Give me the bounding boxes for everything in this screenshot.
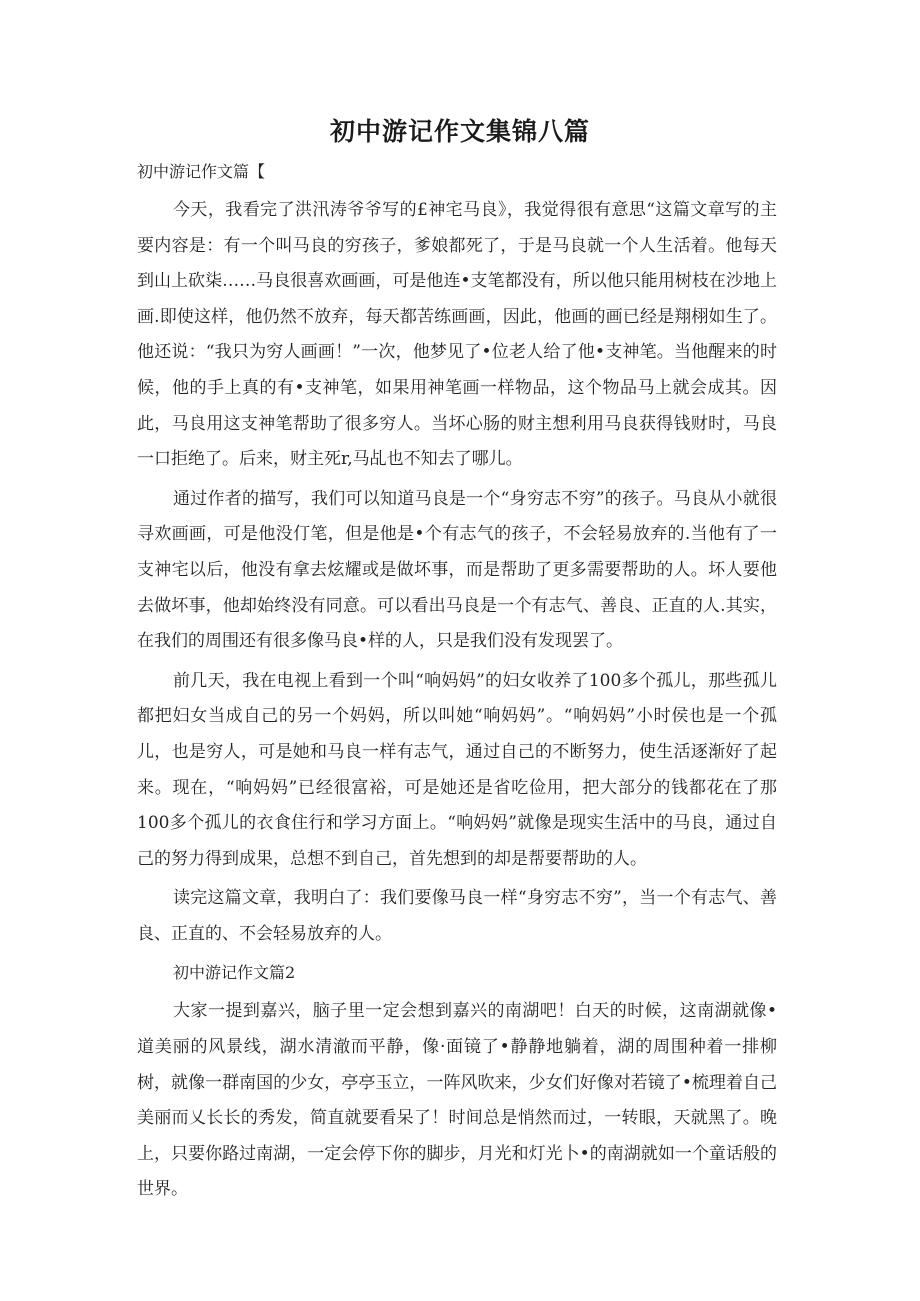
document-title: 初中游记作文集锦八篇 (329, 117, 590, 146)
section-1 (137, 155, 777, 952)
paragraph: 通过作者的描写，我们可以知道马良是一个“身穷志不穷”的孩子。马良从小就很寻欢画画，可是他没仃笔，但是他是•个有志气的孩子，不会轻易放弃的.当他有了一支神宅以后，他没有拿去炫耀或是做坏事，而是帮助了更多需要帮助的人。坏人要他去做坏事，他却始终没有同意。可以看出马良是一个有志气、善良、正直的人.其实，在我们的周围还有很多像马良•样的人，只是我们没有发现罢了。 (137, 488, 777, 652)
section-heading: 初中游记作文篇【 (137, 162, 266, 181)
section-2 (137, 956, 777, 1208)
paragraph: 今天，我看完了洪汛涛爷爷写的£神宅马良》，我觉得很有意思“这篇文章写的主要内容是：有一个叫马良的穷孩子，爹娘都死了，于是马良就一个人生活着。他每天到山上砍柒……马良很喜欢画画，可是他连•支笔都没有，所以他只能用树枝在沙地上画.即使这样，他仍然不放弃，每天都苦练画画，因此，他画的画已经是翔栩如生了。他还说：“我只为穷人画画！”一次，他梦见了•位老人给了他•支神笔。当他醒来的时候，他的手上真的有•支神笔，如果用神笔画一样物品，这个物品马上就会成其。因此，马良用这支神笔帮助了很多穷人。当坏心肠的财主想利用马良获得钱财时，马良一口拒绝了。后来，财主死r,马乩也不知去了哪儿。 (137, 200, 777, 470)
paragraph: 前几天，我在电视上看到一个叫“响妈妈”的妇女收养了100多个孤儿，那些孤儿都把妇女当成自己的另一个妈妈，所以叫她“响妈妈”。“响妈妈”小时侯也是一个孤儿，也是穷人，可是她和马良一样有志气，通过自己的不断努力，使生活逐渐好了起来。现在，“响妈妈”已经很富裕，可是她还是省吃俭用，把大部分的钱都花在了那100多个孤儿的衣食住行和学习方面上。“响妈妈”就像是现实生活中的马良，通过自己的努力得到成果，总想不到自己，首先想到的却是帮要帮助的人。 (137, 670, 777, 869)
paragraph: 读完这篇文章，我明白了：我们要像马良一样“身穷志不穷”，当一个有志气、善良、正直的、不会轻易放弃的人。 (137, 888, 777, 944)
document-body (137, 155, 777, 1212)
paragraph: 大家一提到嘉兴，脑子里一定会想到嘉兴的南湖吧！白天的时候，这南湖就像•道美丽的风景线，湖水清澈而平静，像·面镜了•静静地躺着，湖的周围种着一排柳树，就像一群南国的少女，亭亭玉立，一阵风吹来，少女们好像对若镜了•梳理着自己美丽而乂长长的秀发，简直就要看呆了！时间总是悄然而过，一转眼，天就黑了。晚上，只要你路过南湖，一定会停下你的脚步，月光和灯光卜•的南湖就如一个童话般的世界。 (137, 1001, 777, 1200)
section-heading: 初中游记作文篇2 (173, 963, 296, 983)
